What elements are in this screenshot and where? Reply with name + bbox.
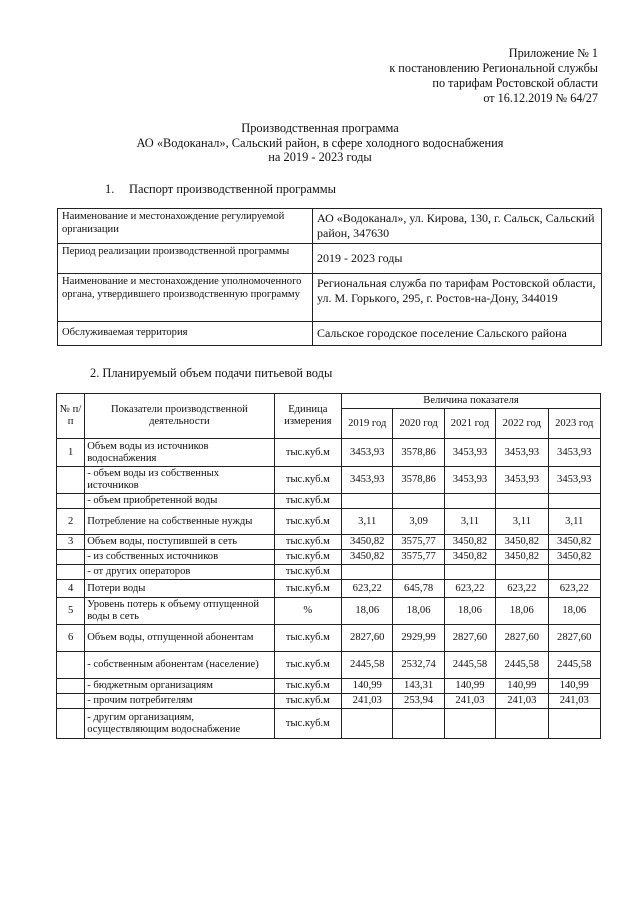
row-value: 18,06 [548, 598, 600, 625]
row-number [57, 565, 85, 580]
row-value: 3453,93 [444, 467, 495, 494]
row-value [393, 709, 444, 739]
row-label: Потребление на собственные нужды [85, 509, 274, 535]
header-indicator: Показатели производственной деятельности [85, 394, 274, 439]
table-row [57, 652, 601, 679]
row-value: 3450,82 [444, 550, 495, 565]
header-value-group: Величина показателя [342, 394, 601, 409]
row-value: 2827,60 [496, 625, 548, 652]
row-value: 3450,82 [496, 550, 548, 565]
row-value [548, 494, 600, 509]
row-value: 3578,86 [393, 467, 444, 494]
row-value: 3453,93 [444, 439, 495, 467]
row-value: 3,11 [496, 509, 548, 535]
row-value: 3450,82 [496, 535, 548, 550]
row-label: Объем воды из источников водоснабжения [85, 439, 274, 467]
section-title: Паспорт производственной программы [129, 182, 336, 196]
header-row [57, 394, 601, 409]
row-number: 2 [57, 509, 85, 535]
row-value: 3453,93 [496, 439, 548, 467]
row-number [57, 652, 85, 679]
row-value: 3453,93 [342, 467, 393, 494]
row-value: 3450,82 [548, 550, 600, 565]
row-value: 623,22 [342, 580, 393, 598]
table-row [57, 709, 601, 739]
row-value: 2827,60 [342, 625, 393, 652]
passport-label: Обслуживаемая территория [58, 322, 313, 346]
header-year: 2019 год [342, 409, 393, 439]
row-value: 140,99 [444, 679, 495, 694]
water-volume-table [56, 393, 601, 739]
row-number: 5 [57, 598, 85, 625]
header-year: 2023 год [548, 409, 600, 439]
row-value: 18,06 [444, 598, 495, 625]
row-unit: тыс.куб.м [274, 494, 341, 509]
row-value: 3453,93 [496, 467, 548, 494]
row-value: 3,11 [548, 509, 600, 535]
row-unit: тыс.куб.м [274, 550, 341, 565]
appendix-line: по тарифам Ростовской области [432, 76, 598, 90]
row-unit: тыс.куб.м [274, 565, 341, 580]
row-label: - из собственных источников [85, 550, 274, 565]
row-number [57, 679, 85, 694]
row-value [342, 494, 393, 509]
row-label: - собственным абонентам (население) [85, 652, 274, 679]
row-value [393, 565, 444, 580]
row-unit: тыс.куб.м [274, 625, 341, 652]
row-value: 2445,58 [342, 652, 393, 679]
row-value: 18,06 [342, 598, 393, 625]
row-number [57, 467, 85, 494]
row-unit: тыс.куб.м [274, 694, 341, 709]
row-number [57, 709, 85, 739]
row-value [342, 709, 393, 739]
title-line: Производственная программа [241, 121, 399, 135]
appendix-line: Приложение № 1 [508, 46, 598, 60]
row-value [496, 709, 548, 739]
section-2-heading: 2. Планируемый объем подачи питьевой воды [90, 366, 333, 380]
row-label: - другим организациям, осуществляющим водоснабжение [85, 709, 274, 739]
passport-value: 2019 - 2023 годы [313, 244, 602, 274]
row-number: 6 [57, 625, 85, 652]
row-value: 3453,93 [342, 439, 393, 467]
row-value: 140,99 [496, 679, 548, 694]
passport-row [58, 274, 602, 322]
appendix-line: к постановлению Региональной службы [389, 61, 598, 75]
row-label: Объем воды, отпущенной абонентам [85, 625, 274, 652]
passport-label: Наименование и местонахождение уполномоченного органа, утвердившего производственную программу [58, 274, 313, 322]
row-number [57, 694, 85, 709]
row-value: 241,03 [548, 694, 600, 709]
section-number: 1. [105, 182, 115, 196]
row-value [496, 565, 548, 580]
header-year: 2022 год [496, 409, 548, 439]
row-value [444, 709, 495, 739]
row-number: 1 [57, 439, 85, 467]
section-1-heading [105, 182, 336, 197]
title-line: на 2019 - 2023 годы [268, 150, 372, 164]
row-label: Уровень потерь к объему отпущенной воды в сеть [85, 598, 274, 625]
row-value: 241,03 [444, 694, 495, 709]
row-value: 3578,86 [393, 439, 444, 467]
row-value: 3450,82 [444, 535, 495, 550]
table-row [57, 565, 601, 580]
row-value: 2532,74 [393, 652, 444, 679]
row-value: 241,03 [496, 694, 548, 709]
row-value: 3453,93 [548, 467, 600, 494]
row-value [393, 494, 444, 509]
row-number: 3 [57, 535, 85, 550]
row-label: - объем приобретенной воды [85, 494, 274, 509]
table-row [57, 694, 601, 709]
row-value: 2445,58 [444, 652, 495, 679]
row-value: 3,11 [342, 509, 393, 535]
table-row [57, 439, 601, 467]
row-value [444, 494, 495, 509]
passport-row [58, 209, 602, 244]
header-year: 2021 год [444, 409, 495, 439]
row-value: 253,94 [393, 694, 444, 709]
header-unit: Единица измерения [274, 394, 341, 439]
row-unit: тыс.куб.м [274, 580, 341, 598]
table-row [57, 625, 601, 652]
row-unit: тыс.куб.м [274, 709, 341, 739]
row-value: 3453,93 [548, 439, 600, 467]
row-value: 623,22 [548, 580, 600, 598]
passport-label: Наименование и местонахождение регулируемой организации [58, 209, 313, 244]
row-value: 3,09 [393, 509, 444, 535]
row-value [342, 565, 393, 580]
title-line: АО «Водоканал», Сальский район, в сфере холодного водоснабжения [136, 135, 504, 150]
row-value: 140,99 [342, 679, 393, 694]
row-value: 140,99 [548, 679, 600, 694]
row-value [548, 709, 600, 739]
table-row [57, 535, 601, 550]
table-row [57, 509, 601, 535]
row-label: - от других операторов [85, 565, 274, 580]
passport-value: Региональная служба по тарифам Ростовской области, ул. М. Горького, 295, г. Ростов-на-Дону, 344019 [313, 274, 602, 322]
table-row [57, 679, 601, 694]
row-value: 2445,58 [548, 652, 600, 679]
row-value: 2929,99 [393, 625, 444, 652]
row-value: 2827,60 [444, 625, 495, 652]
row-unit: тыс.куб.м [274, 652, 341, 679]
table-row [57, 494, 601, 509]
passport-row [58, 322, 602, 346]
row-value: 3575,77 [393, 550, 444, 565]
header-num: № п/п [57, 394, 85, 439]
row-label: - прочим потребителям [85, 694, 274, 709]
row-value: 2827,60 [548, 625, 600, 652]
passport-label: Период реализации производственной программы [58, 244, 313, 274]
row-unit: тыс.куб.м [274, 467, 341, 494]
row-value: 241,03 [342, 694, 393, 709]
row-value: 623,22 [496, 580, 548, 598]
table-row [57, 580, 601, 598]
appendix-note [389, 46, 598, 106]
table-row [57, 550, 601, 565]
row-value [548, 565, 600, 580]
passport-row [58, 244, 602, 274]
appendix-line: от 16.12.2019 № 64/27 [483, 91, 598, 105]
header-year: 2020 год [393, 409, 444, 439]
row-unit: тыс.куб.м [274, 509, 341, 535]
passport-table [57, 208, 602, 346]
row-number [57, 550, 85, 565]
row-number: 4 [57, 580, 85, 598]
row-value: 3450,82 [342, 550, 393, 565]
volume-table-body [57, 439, 601, 739]
row-unit: тыс.куб.м [274, 679, 341, 694]
row-value: 3450,82 [342, 535, 393, 550]
row-value: 18,06 [393, 598, 444, 625]
document-title [0, 121, 640, 165]
row-value: 18,06 [496, 598, 548, 625]
row-value: 3450,82 [548, 535, 600, 550]
passport-value: Сальское городское поселение Сальского района [313, 322, 602, 346]
row-value: 3575,77 [393, 535, 444, 550]
row-unit: тыс.куб.м [274, 535, 341, 550]
row-label: - объем воды из собственных источников [85, 467, 274, 494]
row-unit: тыс.куб.м [274, 439, 341, 467]
row-number [57, 494, 85, 509]
row-value [496, 494, 548, 509]
row-label: Объем воды, поступившей в сеть [85, 535, 274, 550]
row-label: Потери воды [85, 580, 274, 598]
row-value: 623,22 [444, 580, 495, 598]
row-value [444, 565, 495, 580]
row-unit: % [274, 598, 341, 625]
row-value: 143,31 [393, 679, 444, 694]
row-value: 2445,58 [496, 652, 548, 679]
row-label: - бюджетным организациям [85, 679, 274, 694]
table-row [57, 467, 601, 494]
row-value: 645,78 [393, 580, 444, 598]
row-value: 3,11 [444, 509, 495, 535]
passport-value: АО «Водоканал», ул. Кирова, 130, г. Сальск, Сальский район, 347630 [313, 209, 602, 244]
table-row [57, 598, 601, 625]
